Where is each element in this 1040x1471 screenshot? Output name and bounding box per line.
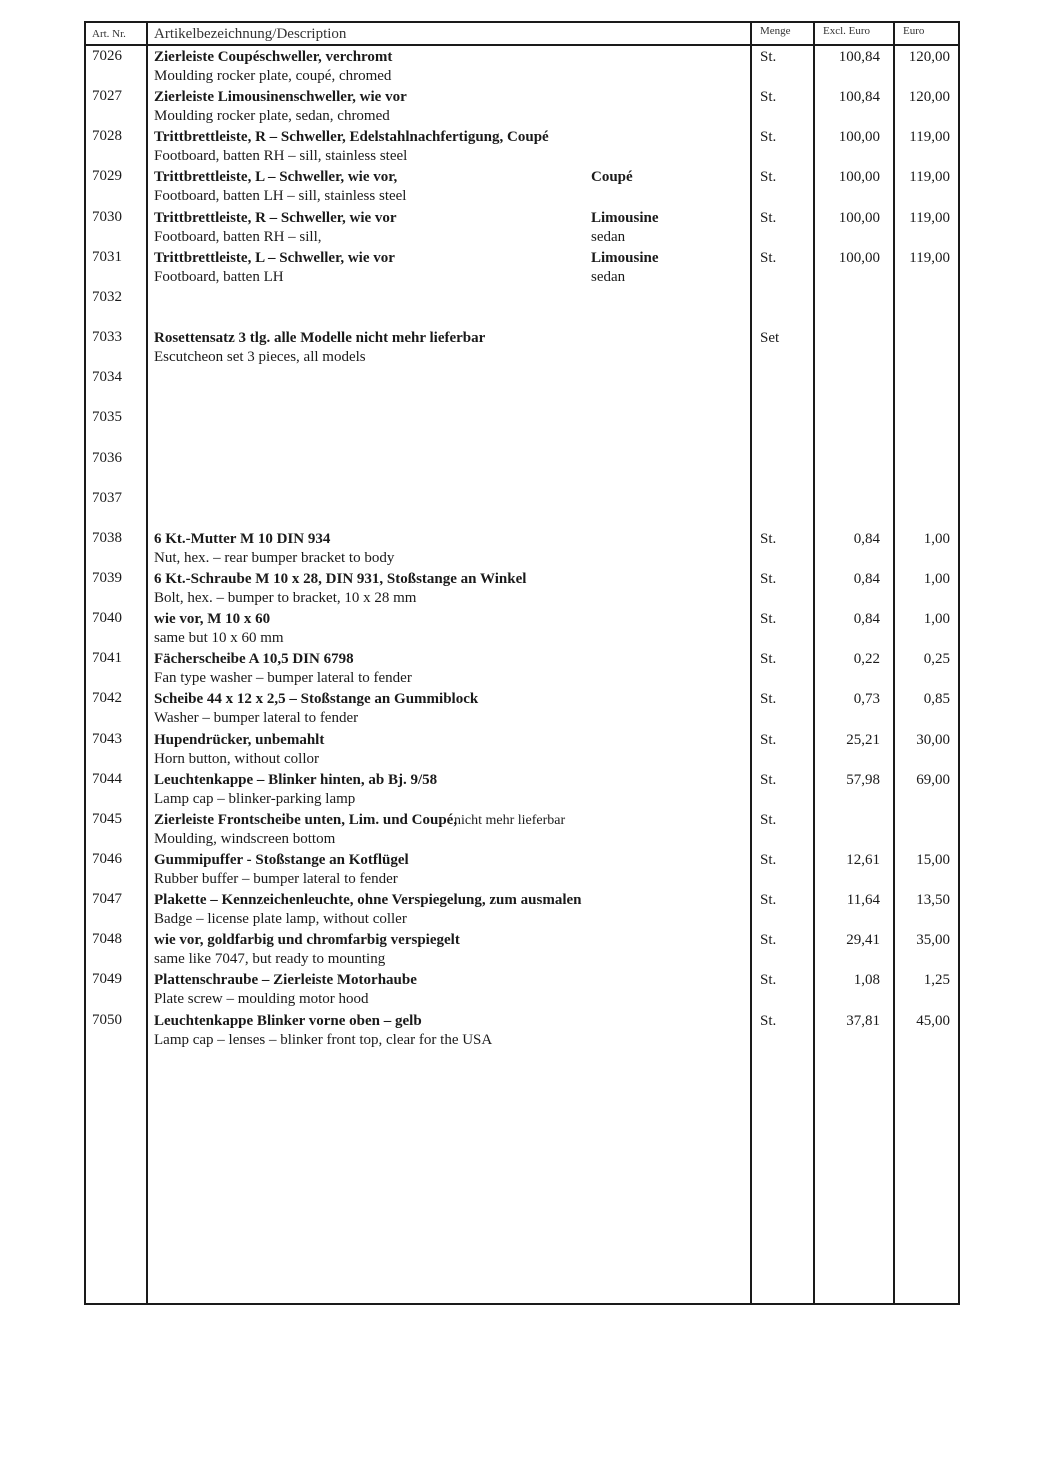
description-english: Footboard, batten RH – sill, [154,228,322,245]
article-number: 7044 [92,770,122,787]
description-english: Fan type washer – bumper lateral to fender [154,670,412,687]
article-number: 7041 [92,650,122,667]
price-excl: 25,21 [846,731,880,748]
article-number: 7036 [92,449,122,466]
description-english: Lamp cap – blinker-parking lamp [154,790,356,807]
article-number: 7037 [92,489,122,506]
description-english: Horn button, without collor [154,750,319,767]
description-german: Trittbrettleiste, R – Schweller, wie vor [154,209,397,226]
model-name-english: sedan [591,228,626,245]
table-row [86,86,958,126]
price-list-table [84,21,960,1305]
description-german: Plakette – Kennzeichenleuchte, ohne Verspiegelung, zum ausmalen [154,892,582,909]
description-english: same but 10 x 60 mm [154,630,284,647]
description-german: Zierleiste Limousinenschweller, wie vor [154,89,407,106]
quantity-unit: St. [760,852,777,868]
table-row [86,166,958,206]
article-number: 7042 [92,690,122,707]
price-excl: 0,73 [853,691,880,708]
table-row [86,769,958,809]
model-name: Limousine [591,209,659,226]
description-english: Footboard, batten LH [154,268,284,285]
table-row [86,327,958,367]
quantity-unit: Set [760,330,780,347]
description-german: Scheibe 44 x 12 x 2,5 – Stoßstange an Gummiblock [154,691,479,708]
price-excl: 100,84 [838,49,880,65]
article-number: 7038 [92,529,122,546]
table-row [86,367,958,407]
model-name: Coupé [591,169,633,186]
model-name: Limousine [591,249,659,266]
description-english: Plate screw – moulding motor hood [154,991,369,1008]
price-excl: 100,00 [838,249,880,266]
model-name-english: sedan [591,268,626,285]
description-german: Trittbrettleiste, L – Schweller, wie vor, [154,169,398,186]
price-excl: 1,08 [853,972,880,989]
table-row [86,448,958,488]
table-row [86,247,958,287]
article-number: 7032 [92,288,122,305]
price-euro: 30,00 [916,731,950,748]
description-german: Trittbrettleiste, R – Schweller, Edelstahlnachfertigung, Coupé [154,129,549,146]
quantity-unit: St. [760,249,777,266]
price-excl: 37,81 [846,1012,880,1029]
description-german: Leuchtenkappe Blinker vorne oben – gelb [154,1012,422,1029]
table-row [86,688,958,728]
description-german: wie vor, goldfarbig und chromfarbig verspiegelt [154,932,460,949]
description-german: Trittbrettleiste, L – Schweller, wie vor [154,249,395,266]
table-row [86,488,958,528]
quantity-unit: St. [760,1012,777,1029]
table-row [86,287,958,327]
article-number: 7029 [92,168,122,185]
price-euro: 119,00 [909,209,950,226]
header-quantity: Menge [760,25,791,37]
quantity-unit: St. [760,811,777,828]
price-euro: 119,00 [909,169,950,186]
quantity-unit: St. [760,651,777,668]
table-row [86,729,958,769]
price-excl: 0,84 [853,530,880,547]
article-number: 7047 [92,891,122,908]
description-english: Escutcheon set 3 pieces, all models [154,349,366,366]
price-excl: 11,64 [846,892,880,909]
price-euro: 119,00 [909,129,950,146]
article-number: 7033 [92,329,122,346]
price-excl: 57,98 [846,771,880,788]
price-excl: 0,22 [853,651,880,668]
price-euro: 0,25 [923,651,950,668]
price-euro: 1,00 [923,530,950,547]
header-art-nr: Art. Nr. [92,28,126,40]
price-euro: 1,00 [923,611,950,628]
description-english: Lamp cap – lenses – blinker front top, clear for the USA [154,1031,493,1048]
description-german: Plattenschraube – Zierleiste Motorhaube [154,972,417,989]
quantity-unit: St. [760,731,777,748]
table-row [86,568,958,608]
description-german: wie vor, M 10 x 60 [154,611,271,628]
price-euro: 1,25 [923,972,950,989]
article-number: 7039 [92,569,122,586]
description-german: Zierleiste Coupéschweller, verchromt [154,49,393,65]
table-row [86,608,958,648]
article-number: 7027 [92,88,122,105]
description-german: Fächerscheibe A 10,5 DIN 6798 [154,651,354,668]
article-number: 7030 [92,208,122,225]
quantity-unit: St. [760,570,777,587]
article-number: 7031 [92,248,122,265]
quantity-unit: St. [760,932,777,949]
price-euro: 15,00 [916,852,950,868]
price-euro: 120,00 [908,89,950,106]
article-number: 7035 [92,409,122,426]
description-english: Moulding rocker plate, coupé, chromed [154,68,392,84]
article-number: 7026 [92,48,122,64]
article-number: 7034 [92,369,122,386]
quantity-unit: St. [760,972,777,989]
price-euro: 45,00 [916,1012,950,1029]
quantity-unit: St. [760,129,777,146]
availability-note: nicht mehr lieferbar [454,812,566,828]
header-description: Artikelbezeichnung/Description [154,26,347,42]
description-english: Badge – license plate lamp, without coller [154,911,407,928]
quantity-unit: St. [760,530,777,547]
article-number: 7048 [92,931,122,948]
price-excl: 12,61 [846,852,880,868]
price-euro: 69,00 [916,771,950,788]
price-euro: 119,00 [909,249,950,266]
description-english: Moulding, windscreen bottom [154,830,336,847]
table-row [86,969,958,1009]
table-row [86,126,958,166]
header-price-euro: Euro [903,25,925,37]
price-excl: 100,00 [838,209,880,226]
article-number: 7045 [92,810,122,827]
price-euro: 0,85 [923,691,950,708]
quantity-unit: St. [760,169,777,186]
quantity-unit: St. [760,892,777,909]
table-row [86,528,958,568]
description-english: Moulding rocker plate, sedan, chromed [154,108,390,125]
description-english: Bolt, hex. – bumper to bracket, 10 x 28 mm [154,589,417,606]
description-german: 6 Kt.-Mutter M 10 DIN 934 [154,530,331,547]
table-row [86,809,958,849]
description-german: Gummipuffer - Stoßstange an Kotflügel [154,852,409,868]
table-row [86,849,958,889]
description-english: Rubber buffer – bumper lateral to fender [154,871,398,887]
price-euro: 120,00 [908,49,950,65]
article-number: 7050 [92,1011,122,1028]
article-number: 7028 [92,128,122,145]
price-excl: 100,84 [838,89,880,106]
description-german: Zierleiste Frontscheibe unten, Lim. und Coupé, [154,811,458,828]
quantity-unit: St. [760,691,777,708]
price-excl: 0,84 [853,611,880,628]
table-row [86,889,958,929]
quantity-unit: St. [760,209,777,226]
table-row [86,207,958,247]
article-number: 7043 [92,730,122,747]
table-row [86,929,958,969]
table-row [86,648,958,688]
article-number: 7040 [92,610,122,627]
price-excl: 0,84 [853,570,880,587]
table-row [86,407,958,447]
quantity-unit: St. [760,89,777,106]
quantity-unit: St. [760,49,777,65]
description-english: Footboard, batten RH – sill, stainless steel [154,148,408,165]
description-english: same like 7047, but ready to mounting [154,951,386,968]
price-excl: 29,41 [846,932,880,949]
price-excl: 100,00 [838,129,880,146]
article-number: 7049 [92,971,122,988]
table-row [86,46,958,86]
description-german: 6 Kt.-Schraube M 10 x 28, DIN 931, Stoßstange an Winkel [154,570,527,587]
price-euro: 13,50 [916,892,950,909]
quantity-unit: St. [760,611,777,628]
price-euro: 1,00 [923,570,950,587]
header-price-excl: Excl. Euro [823,25,871,37]
quantity-unit: St. [760,771,777,788]
price-excl: 100,00 [838,169,880,186]
article-number: 7046 [92,851,122,867]
description-german: Rosettensatz 3 tlg. alle Modelle nicht mehr lieferbar [154,330,486,347]
description-english: Footboard, batten LH – sill, stainless steel [154,188,407,205]
description-german: Leuchtenkappe – Blinker hinten, ab Bj. 9/58 [154,771,438,788]
table-row [86,1010,958,1050]
description-english: Nut, hex. – rear bumper bracket to body [154,549,395,566]
description-english: Washer – bumper lateral to fender [154,710,359,727]
description-german: Hupendrücker, unbemahlt [154,731,325,748]
price-euro: 35,00 [916,932,950,949]
